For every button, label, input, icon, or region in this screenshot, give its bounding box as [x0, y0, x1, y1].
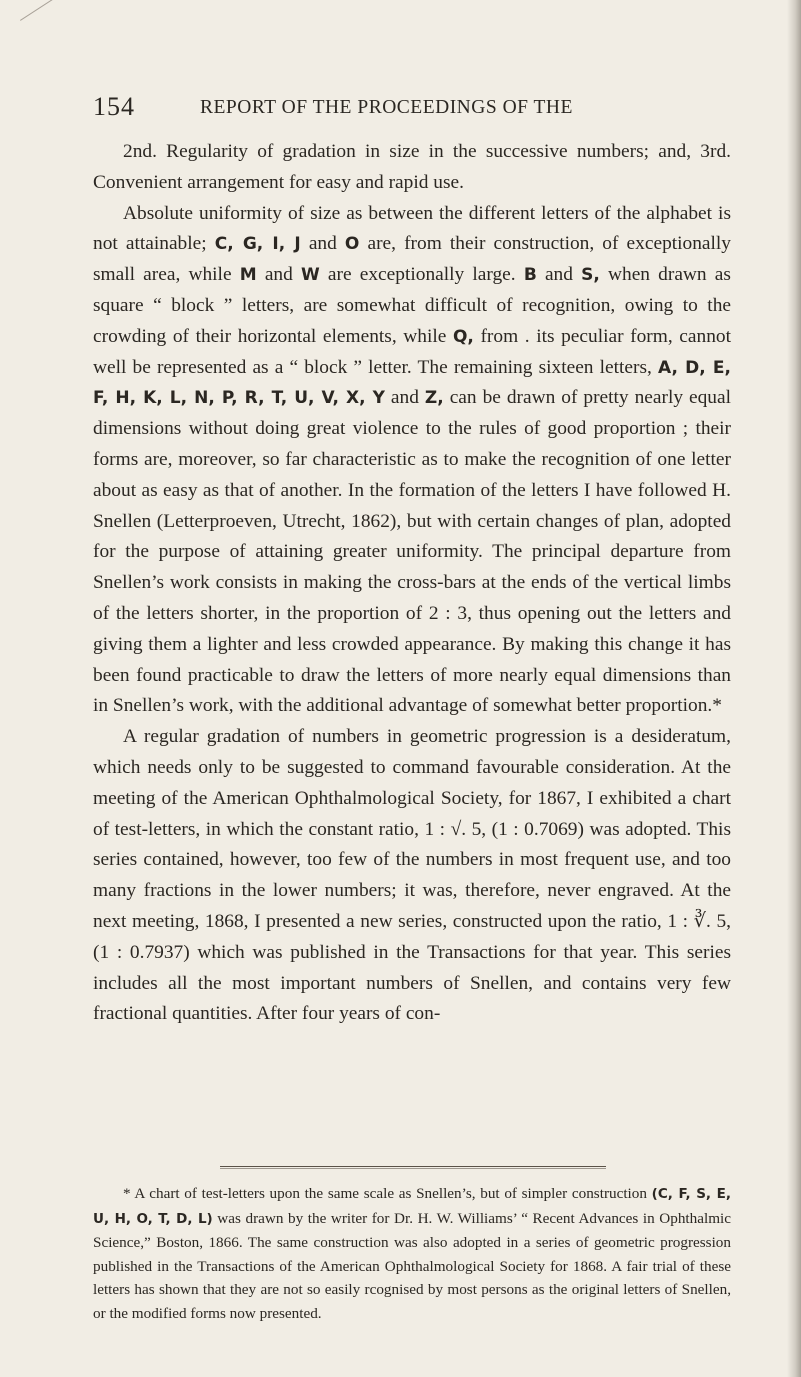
block-letter-w: W [300, 265, 320, 286]
page-number: 154 [93, 92, 135, 121]
block-letters-small: C, G, I, J [214, 234, 301, 255]
block-letter-b: B [523, 265, 537, 286]
block-letter-q: Q, [452, 326, 474, 347]
block-letters-sixteen: A, D, E, F, H, K, L, N, P, R, T, U, V, X, Y [93, 357, 731, 409]
running-head: REPORT OF THE PROCEEDINGS OF THE [200, 97, 573, 118]
block-letter-s: S, [581, 265, 600, 286]
block-letter-m: M [239, 265, 257, 286]
paragraph-3: A regular gradation of numbers in geometric progression is a desideratum, which needs only to be suggested to command favourable consideration. At the meeting of the American Ophthalmological Society, for 1867, I exhibited a chart of test-letters, in which the constant ratio, 1 : √. 5, (1 : 0.7069) was adopted. This series contained, however, too few of the numbers in most frequent use, and too many fractions in the lower numbers; it was, therefore, never engraved. At the next meeting, 1868, I presented a new series, constructed upon the ratio, 1 : ∛. 5, (1 : 0.7937) which was published in the Transactions for that year. This series includes all the most important numbers of Snellen, and contains very few fractional quantities. After four years of con- [93, 726, 731, 1025]
paragraph-2: Absolute uniformity of size as between the different letters of the alphabet is not attainable; C, G, I, J and O are, from their construction, of exceptionally small area, while M and W are exceptionally large. B and S, when drawn as square “ block ” letters, are somewhat difficult of recognition, owing to the crowding of their horizontal elements, while Q, from . its peculiar form, cannot well be represented as a “ block ” letter. The remaining sixteen letters, A, D, E, F, H, K, L, N, P, R, T, U, V, X, Y and Z, can be drawn of pretty nearly equal dimensions without doing great violence to the rules of good proportion ; their forms are, moreover, so far characteristic as to make the recognition of one letter about as easy as that of another. In the formation of the letters I have followed H. Snellen (Letterproeven, Utrecht, 1862), but with certain changes of plan, adopted for the purpose of attaining greater uniformity. The principal departure from Snellen’s work consists in making the cross-bars at the ends of the vertical limbs of the letters shorter, in the proportion of 2 : 3, thus opening out the letters and giving them a lighter and less crowded appearance. By making this change it has been found practicable to draw the letters of more nearly equal dimensions than in Snellen’s work, with the additional advantage of somewhat better proportion.* [93, 202, 732, 717]
page-edge-shadow [787, 0, 801, 1377]
footnote-rule [220, 1166, 606, 1167]
stray-pencil-mark [20, 0, 96, 21]
page-header [93, 92, 733, 122]
footnote-block-letters: (C, F, S, E, U, H, O, T, D, L) [93, 1186, 731, 1227]
body-text [93, 137, 731, 1030]
footnote: * A chart of test-letters upon the same scale as Snellen’s, but of simpler construction (C, F, S, E, U, H, O, T, D, L) was drawn by the writer for Dr. H. W. Williams’ “ Recent Advances in Ophthalmic Science,” Boston, 1866. The same construction was also adopted in a series of geometric progression published in the Transactions of the American Ophthalmological Society for 1868. A fair trial of these letters has shown that they are not so easily rcognised by most persons as the original letters of Snellen, or the modified forms now presented. [93, 1185, 731, 1322]
block-letter-z: Z, [424, 388, 444, 409]
paragraph-1: 2nd. Regularity of gradation in size in the successive numbers; and, 3rd. Convenient arrangement for easy and rapid use. [93, 141, 731, 193]
